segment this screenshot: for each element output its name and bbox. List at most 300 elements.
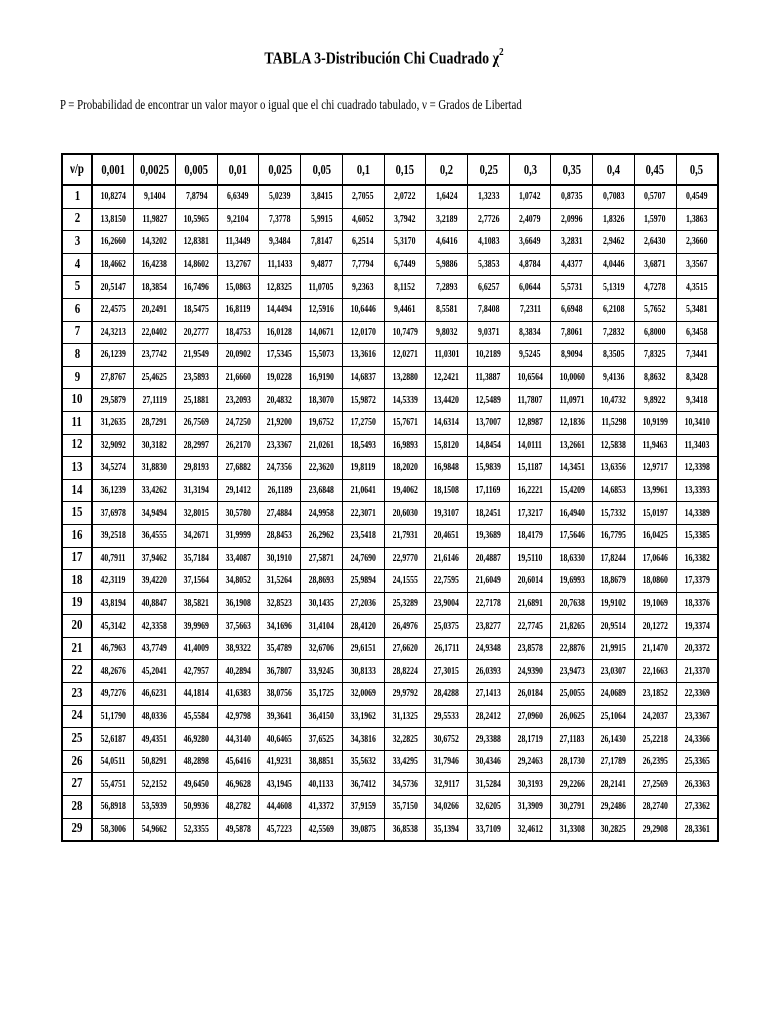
value-cell: 2,7726 bbox=[467, 208, 509, 231]
value-cell: 7,8794 bbox=[175, 185, 217, 208]
value-cell: 2,7055 bbox=[342, 185, 384, 208]
value-cell: 8,3505 bbox=[593, 344, 635, 367]
value-cell: 9,2104 bbox=[217, 208, 259, 231]
page-subtitle: P = Probabilidad de encontrar un valor mayor o igual que el chi cuadrado tabulado, ν = Grados de Libertad bbox=[60, 97, 522, 112]
value-cell: 52,2152 bbox=[134, 773, 176, 796]
degrees-of-freedom-cell: 20 bbox=[62, 615, 92, 638]
value-cell: 29,2908 bbox=[634, 818, 676, 841]
value-cell: 7,3778 bbox=[259, 208, 301, 231]
value-cell: 15,7671 bbox=[384, 411, 426, 434]
value-cell: 32,9092 bbox=[92, 434, 134, 457]
value-cell: 53,5939 bbox=[134, 796, 176, 819]
value-cell: 22,4575 bbox=[92, 298, 134, 321]
value-cell: 13,2661 bbox=[551, 434, 593, 457]
value-cell: 42,3119 bbox=[92, 570, 134, 593]
degrees-of-freedom-cell: 11 bbox=[62, 411, 92, 434]
degrees-of-freedom-cell: 2 bbox=[62, 208, 92, 231]
value-cell: 17,8244 bbox=[593, 547, 635, 570]
value-cell: 46,9280 bbox=[175, 728, 217, 751]
value-cell: 29,2486 bbox=[593, 796, 635, 819]
value-cell: 26,1711 bbox=[426, 637, 468, 660]
value-cell: 13,3616 bbox=[342, 344, 384, 367]
value-cell: 30,1435 bbox=[301, 592, 343, 615]
value-cell: 23,8578 bbox=[509, 637, 551, 660]
value-cell: 2,0996 bbox=[551, 208, 593, 231]
value-cell: 32,8523 bbox=[259, 592, 301, 615]
value-cell: 22,7595 bbox=[426, 570, 468, 593]
value-cell: 20,1272 bbox=[634, 615, 676, 638]
value-cell: 31,3308 bbox=[551, 818, 593, 841]
value-cell: 11,0705 bbox=[301, 276, 343, 299]
value-cell: 26,7569 bbox=[175, 411, 217, 434]
value-cell: 4,7278 bbox=[634, 276, 676, 299]
value-cell: 37,6525 bbox=[301, 728, 343, 751]
value-cell: 11,3403 bbox=[676, 434, 718, 457]
column-header: 0,25 bbox=[467, 154, 509, 185]
value-cell: 24,0689 bbox=[593, 683, 635, 706]
value-cell: 23,3367 bbox=[676, 705, 718, 728]
value-cell: 3,2831 bbox=[551, 231, 593, 254]
value-cell: 39,2518 bbox=[92, 524, 134, 547]
degrees-of-freedom-cell: 25 bbox=[62, 728, 92, 751]
value-cell: 9,3418 bbox=[676, 389, 718, 412]
value-cell: 52,3355 bbox=[175, 818, 217, 841]
value-cell: 16,4238 bbox=[134, 253, 176, 276]
table-row bbox=[62, 637, 718, 660]
value-cell: 44,1814 bbox=[175, 683, 217, 706]
value-cell: 21,1470 bbox=[634, 637, 676, 660]
value-cell: 17,0646 bbox=[634, 547, 676, 570]
value-cell: 22,0402 bbox=[134, 321, 176, 344]
value-cell: 26,1189 bbox=[259, 479, 301, 502]
value-cell: 18,4753 bbox=[217, 321, 259, 344]
value-cell: 46,7963 bbox=[92, 637, 134, 660]
value-cell: 14,8454 bbox=[467, 434, 509, 457]
value-cell: 24,9390 bbox=[509, 660, 551, 683]
value-cell: 29,5879 bbox=[92, 389, 134, 412]
value-cell: 31,9999 bbox=[217, 524, 259, 547]
value-cell: 10,6446 bbox=[342, 298, 384, 321]
value-cell: 20,6030 bbox=[384, 502, 426, 525]
value-cell: 42,3358 bbox=[134, 615, 176, 638]
table-row bbox=[62, 547, 718, 570]
value-cell: 21,6049 bbox=[467, 570, 509, 593]
value-cell: 6,6349 bbox=[217, 185, 259, 208]
value-cell: 14,3451 bbox=[551, 457, 593, 480]
value-cell: 41,6383 bbox=[217, 683, 259, 706]
value-cell: 12,8381 bbox=[175, 231, 217, 254]
value-cell: 27,3015 bbox=[426, 660, 468, 683]
value-cell: 0,4549 bbox=[676, 185, 718, 208]
value-cell: 12,5489 bbox=[467, 389, 509, 412]
value-cell: 24,9348 bbox=[467, 637, 509, 660]
value-cell: 27,2036 bbox=[342, 592, 384, 615]
value-cell: 34,8052 bbox=[217, 570, 259, 593]
value-cell: 25,3365 bbox=[676, 750, 718, 773]
value-cell: 11,1433 bbox=[259, 253, 301, 276]
value-cell: 23,1852 bbox=[634, 683, 676, 706]
value-cell: 51,1790 bbox=[92, 705, 134, 728]
value-cell: 19,8119 bbox=[342, 457, 384, 480]
value-cell: 54,9662 bbox=[134, 818, 176, 841]
table-row bbox=[62, 750, 718, 773]
value-cell: 26,0184 bbox=[509, 683, 551, 706]
value-cell: 32,2825 bbox=[384, 728, 426, 751]
value-cell: 25,1881 bbox=[175, 389, 217, 412]
value-cell: 14,4494 bbox=[259, 298, 301, 321]
value-cell: 11,3887 bbox=[467, 366, 509, 389]
value-cell: 39,3641 bbox=[259, 705, 301, 728]
value-cell: 37,9159 bbox=[342, 796, 384, 819]
value-cell: 18,5493 bbox=[342, 434, 384, 457]
value-cell: 29,3388 bbox=[467, 728, 509, 751]
value-cell: 13,2767 bbox=[217, 253, 259, 276]
table-row bbox=[62, 592, 718, 615]
value-cell: 30,3193 bbox=[509, 773, 551, 796]
title-superscript: 2 bbox=[499, 46, 504, 58]
value-cell: 32,6706 bbox=[301, 637, 343, 660]
table-row bbox=[62, 683, 718, 706]
value-cell: 29,1412 bbox=[217, 479, 259, 502]
value-cell: 16,3382 bbox=[676, 547, 718, 570]
value-cell: 13,3393 bbox=[676, 479, 718, 502]
table-row bbox=[62, 253, 718, 276]
value-cell: 18,0860 bbox=[634, 570, 676, 593]
value-cell: 14,6837 bbox=[342, 366, 384, 389]
value-cell: 34,0266 bbox=[426, 796, 468, 819]
value-cell: 6,6257 bbox=[467, 276, 509, 299]
value-cell: 15,9872 bbox=[342, 389, 384, 412]
value-cell: 14,8602 bbox=[175, 253, 217, 276]
value-cell: 27,8767 bbox=[92, 366, 134, 389]
column-header: 0,4 bbox=[593, 154, 635, 185]
value-cell: 28,1719 bbox=[509, 728, 551, 751]
value-cell: 5,9915 bbox=[301, 208, 343, 231]
value-cell: 19,6993 bbox=[551, 570, 593, 593]
value-cell: 26,2395 bbox=[634, 750, 676, 773]
value-cell: 3,6871 bbox=[634, 253, 676, 276]
value-cell: 19,3689 bbox=[467, 524, 509, 547]
value-cell: 36,7807 bbox=[259, 660, 301, 683]
value-cell: 18,1508 bbox=[426, 479, 468, 502]
value-cell: 32,4612 bbox=[509, 818, 551, 841]
table-row bbox=[62, 298, 718, 321]
value-cell: 22,3620 bbox=[301, 457, 343, 480]
value-cell: 31,3909 bbox=[509, 796, 551, 819]
value-cell: 35,1394 bbox=[426, 818, 468, 841]
degrees-of-freedom-cell: 6 bbox=[62, 298, 92, 321]
value-cell: 2,6430 bbox=[634, 231, 676, 254]
value-cell: 12,3398 bbox=[676, 457, 718, 480]
value-cell: 18,3070 bbox=[301, 389, 343, 412]
value-cell: 11,9463 bbox=[634, 434, 676, 457]
degrees-of-freedom-cell: 14 bbox=[62, 479, 92, 502]
value-cell: 48,2898 bbox=[175, 750, 217, 773]
value-cell: 55,4751 bbox=[92, 773, 134, 796]
column-header: 0,05 bbox=[301, 154, 343, 185]
value-cell: 34,3816 bbox=[342, 728, 384, 751]
value-cell: 52,6187 bbox=[92, 728, 134, 751]
value-cell: 18,4179 bbox=[509, 524, 551, 547]
value-cell: 20,4832 bbox=[259, 389, 301, 412]
table-row bbox=[62, 434, 718, 457]
value-cell: 30,8133 bbox=[342, 660, 384, 683]
value-cell: 28,7291 bbox=[134, 411, 176, 434]
value-cell: 30,2791 bbox=[551, 796, 593, 819]
value-cell: 12,8987 bbox=[509, 411, 551, 434]
value-cell: 28,2740 bbox=[634, 796, 676, 819]
value-cell: 7,3441 bbox=[676, 344, 718, 367]
value-cell: 30,1910 bbox=[259, 547, 301, 570]
value-cell: 45,6416 bbox=[217, 750, 259, 773]
value-cell: 16,9848 bbox=[426, 457, 468, 480]
value-cell: 27,6620 bbox=[384, 637, 426, 660]
value-cell: 22,7745 bbox=[509, 615, 551, 638]
column-header: 0,35 bbox=[551, 154, 593, 185]
value-cell: 49,4351 bbox=[134, 728, 176, 751]
column-header: 0,45 bbox=[634, 154, 676, 185]
value-cell: 1,8326 bbox=[593, 208, 635, 231]
value-cell: 23,7742 bbox=[134, 344, 176, 367]
value-cell: 27,0960 bbox=[509, 705, 551, 728]
value-cell: 29,2463 bbox=[509, 750, 551, 773]
value-cell: 32,6205 bbox=[467, 796, 509, 819]
degrees-of-freedom-cell: 26 bbox=[62, 750, 92, 773]
value-cell: 17,5345 bbox=[259, 344, 301, 367]
value-cell: 24,1555 bbox=[384, 570, 426, 593]
value-cell: 34,5736 bbox=[384, 773, 426, 796]
value-cell: 14,5339 bbox=[384, 389, 426, 412]
value-cell: 10,9199 bbox=[634, 411, 676, 434]
value-cell: 36,1239 bbox=[92, 479, 134, 502]
value-cell: 39,4220 bbox=[134, 570, 176, 593]
table-row bbox=[62, 457, 718, 480]
value-cell: 15,1187 bbox=[509, 457, 551, 480]
value-cell: 24,7356 bbox=[259, 457, 301, 480]
table-row bbox=[62, 208, 718, 231]
value-cell: 41,4009 bbox=[175, 637, 217, 660]
value-cell: 36,1908 bbox=[217, 592, 259, 615]
value-cell: 50,9936 bbox=[175, 796, 217, 819]
value-cell: 26,0625 bbox=[551, 705, 593, 728]
value-cell: 27,2569 bbox=[634, 773, 676, 796]
value-cell: 6,2514 bbox=[342, 231, 384, 254]
value-cell: 28,1730 bbox=[551, 750, 593, 773]
value-cell: 34,9494 bbox=[134, 502, 176, 525]
value-cell: 40,7911 bbox=[92, 547, 134, 570]
table-row bbox=[62, 185, 718, 208]
value-cell: 14,6314 bbox=[426, 411, 468, 434]
value-cell: 15,5073 bbox=[301, 344, 343, 367]
value-cell: 11,7807 bbox=[509, 389, 551, 412]
value-cell: 6,7449 bbox=[384, 253, 426, 276]
value-cell: 13,6356 bbox=[593, 457, 635, 480]
value-cell: 21,9915 bbox=[593, 637, 635, 660]
value-cell: 40,6465 bbox=[259, 728, 301, 751]
value-cell: 10,3410 bbox=[676, 411, 718, 434]
value-cell: 19,3374 bbox=[676, 615, 718, 638]
value-cell: 33,4087 bbox=[217, 547, 259, 570]
value-cell: 11,5298 bbox=[593, 411, 635, 434]
value-cell: 10,0060 bbox=[551, 366, 593, 389]
value-cell: 21,9549 bbox=[175, 344, 217, 367]
value-cell: 9,4877 bbox=[301, 253, 343, 276]
value-cell: 43,7749 bbox=[134, 637, 176, 660]
value-cell: 13,2880 bbox=[384, 366, 426, 389]
value-cell: 38,8851 bbox=[301, 750, 343, 773]
value-cell: 10,8274 bbox=[92, 185, 134, 208]
value-cell: 12,0271 bbox=[384, 344, 426, 367]
value-cell: 27,1789 bbox=[593, 750, 635, 773]
value-cell: 26,1239 bbox=[92, 344, 134, 367]
value-cell: 9,1404 bbox=[134, 185, 176, 208]
value-cell: 9,2363 bbox=[342, 276, 384, 299]
value-cell: 1,6424 bbox=[426, 185, 468, 208]
table-body bbox=[62, 185, 718, 841]
value-cell: 15,7332 bbox=[593, 502, 635, 525]
value-cell: 28,4288 bbox=[426, 683, 468, 706]
degrees-of-freedom-cell: 10 bbox=[62, 389, 92, 412]
value-cell: 7,2311 bbox=[509, 298, 551, 321]
table-row bbox=[62, 276, 718, 299]
value-cell: 24,7690 bbox=[342, 547, 384, 570]
value-cell: 19,0228 bbox=[259, 366, 301, 389]
degrees-of-freedom-cell: 21 bbox=[62, 637, 92, 660]
column-header: 0,0025 bbox=[134, 154, 176, 185]
value-cell: 4,0446 bbox=[593, 253, 635, 276]
value-cell: 15,0197 bbox=[634, 502, 676, 525]
value-cell: 27,3362 bbox=[676, 796, 718, 819]
value-cell: 25,2218 bbox=[634, 728, 676, 751]
value-cell: 10,7479 bbox=[384, 321, 426, 344]
value-cell: 14,3202 bbox=[134, 231, 176, 254]
value-cell: 33,7109 bbox=[467, 818, 509, 841]
value-cell: 38,5821 bbox=[175, 592, 217, 615]
value-cell: 17,2750 bbox=[342, 411, 384, 434]
value-cell: 10,4732 bbox=[593, 389, 635, 412]
value-cell: 14,0111 bbox=[509, 434, 551, 457]
value-cell: 26,1430 bbox=[593, 728, 635, 751]
value-cell: 17,3217 bbox=[509, 502, 551, 525]
value-cell: 27,1413 bbox=[467, 683, 509, 706]
table-row bbox=[62, 660, 718, 683]
value-cell: 8,9094 bbox=[551, 344, 593, 367]
table-row bbox=[62, 796, 718, 819]
value-cell: 23,5893 bbox=[175, 366, 217, 389]
degrees-of-freedom-cell: 7 bbox=[62, 321, 92, 344]
value-cell: 5,3170 bbox=[384, 231, 426, 254]
value-cell: 7,8061 bbox=[551, 321, 593, 344]
value-cell: 18,3376 bbox=[676, 592, 718, 615]
value-cell: 5,9886 bbox=[426, 253, 468, 276]
value-cell: 12,1836 bbox=[551, 411, 593, 434]
value-cell: 3,6649 bbox=[509, 231, 551, 254]
value-cell: 19,1069 bbox=[634, 592, 676, 615]
value-cell: 39,9969 bbox=[175, 615, 217, 638]
value-cell: 42,9798 bbox=[217, 705, 259, 728]
value-cell: 11,0971 bbox=[551, 389, 593, 412]
value-cell: 6,6948 bbox=[551, 298, 593, 321]
value-cell: 24,3366 bbox=[676, 728, 718, 751]
value-cell: 39,0875 bbox=[342, 818, 384, 841]
value-cell: 23,2093 bbox=[217, 389, 259, 412]
value-cell: 22,1663 bbox=[634, 660, 676, 683]
value-cell: 19,5110 bbox=[509, 547, 551, 570]
degrees-of-freedom-cell: 12 bbox=[62, 434, 92, 457]
value-cell: 20,2491 bbox=[134, 298, 176, 321]
value-cell: 19,9102 bbox=[593, 592, 635, 615]
value-cell: 4,1083 bbox=[467, 231, 509, 254]
value-cell: 40,1133 bbox=[301, 773, 343, 796]
value-cell: 49,5878 bbox=[217, 818, 259, 841]
value-cell: 7,8408 bbox=[467, 298, 509, 321]
value-cell: 12,2421 bbox=[426, 366, 468, 389]
value-cell: 5,0239 bbox=[259, 185, 301, 208]
value-cell: 16,2660 bbox=[92, 231, 134, 254]
value-cell: 35,7184 bbox=[175, 547, 217, 570]
value-cell: 25,4625 bbox=[134, 366, 176, 389]
value-cell: 36,4150 bbox=[301, 705, 343, 728]
degrees-of-freedom-cell: 29 bbox=[62, 818, 92, 841]
value-cell: 25,0375 bbox=[426, 615, 468, 638]
table-row bbox=[62, 344, 718, 367]
degrees-of-freedom-cell: 17 bbox=[62, 547, 92, 570]
value-cell: 14,0671 bbox=[301, 321, 343, 344]
value-cell: 32,8015 bbox=[175, 502, 217, 525]
degrees-of-freedom-cell: 1 bbox=[62, 185, 92, 208]
degrees-of-freedom-cell: 28 bbox=[62, 796, 92, 819]
value-cell: 13,8150 bbox=[92, 208, 134, 231]
value-cell: 15,4209 bbox=[551, 479, 593, 502]
value-cell: 23,3367 bbox=[259, 434, 301, 457]
value-cell: 35,5632 bbox=[342, 750, 384, 773]
value-cell: 11,3449 bbox=[217, 231, 259, 254]
value-cell: 4,6416 bbox=[426, 231, 468, 254]
column-header: 0,01 bbox=[217, 154, 259, 185]
value-cell: 2,0722 bbox=[384, 185, 426, 208]
value-cell: 44,4608 bbox=[259, 796, 301, 819]
value-cell: 25,0055 bbox=[551, 683, 593, 706]
value-cell: 8,1152 bbox=[384, 276, 426, 299]
value-cell: 37,5663 bbox=[217, 615, 259, 638]
value-cell: 45,7223 bbox=[259, 818, 301, 841]
column-header: 0,001 bbox=[92, 154, 134, 185]
value-cell: 21,6146 bbox=[426, 547, 468, 570]
value-cell: 31,8830 bbox=[134, 457, 176, 480]
table-row bbox=[62, 524, 718, 547]
value-cell: 8,8632 bbox=[634, 366, 676, 389]
value-cell: 25,1064 bbox=[593, 705, 635, 728]
value-cell: 35,4789 bbox=[259, 637, 301, 660]
value-cell: 18,3854 bbox=[134, 276, 176, 299]
column-header: 0,15 bbox=[384, 154, 426, 185]
value-cell: 56,8918 bbox=[92, 796, 134, 819]
value-cell: 11,9827 bbox=[134, 208, 176, 231]
value-cell: 9,5245 bbox=[509, 344, 551, 367]
value-cell: 58,3006 bbox=[92, 818, 134, 841]
column-header: 0,025 bbox=[259, 154, 301, 185]
column-header: 0,3 bbox=[509, 154, 551, 185]
table-row bbox=[62, 479, 718, 502]
value-cell: 1,3863 bbox=[676, 208, 718, 231]
value-cell: 29,6151 bbox=[342, 637, 384, 660]
value-cell: 21,8265 bbox=[551, 615, 593, 638]
value-cell: 8,3834 bbox=[509, 321, 551, 344]
value-cell: 2,3660 bbox=[676, 231, 718, 254]
value-cell: 27,5871 bbox=[301, 547, 343, 570]
value-cell: 15,8120 bbox=[426, 434, 468, 457]
value-cell: 24,3213 bbox=[92, 321, 134, 344]
